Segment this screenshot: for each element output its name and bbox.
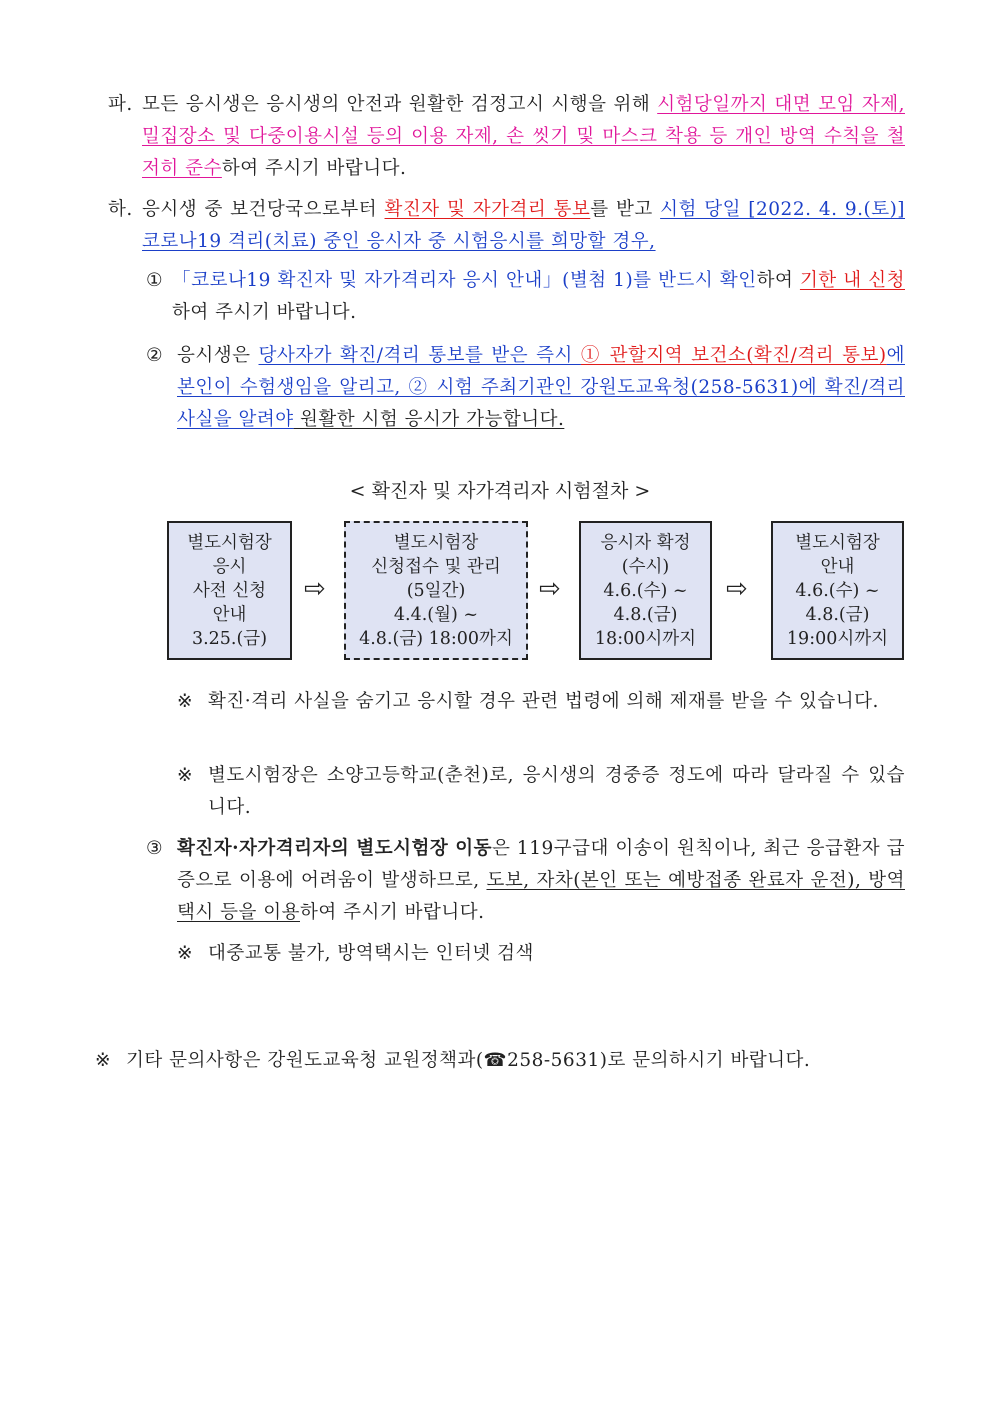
item-2-text-1: 응시생은 <box>177 345 259 366</box>
step-1-line: 응시 <box>212 556 247 577</box>
note-3-mark: ※ <box>177 943 194 964</box>
item-ha-highlight-blue: 시험 당일 [2022. 4. 9.(토)] 코로나19 격리(치료) 중인 응시자 중 시험응시를 희망할 경우, <box>142 199 906 252</box>
step-2-line: 별도시험장 <box>393 532 479 553</box>
step-4-line: 안내 <box>820 556 855 577</box>
step-3-line: 응시자 확정 <box>600 532 691 553</box>
arrow-icon: ⇨ <box>726 574 748 604</box>
arrow-icon: ⇨ <box>539 574 561 604</box>
procedure-step-2 <box>344 521 528 660</box>
item-1-highlight-blue: 「코로나19 확진자 및 자가격리자 응시 안내」(별첨 1)를 반드시 확인 <box>172 270 757 291</box>
item-1-text <box>172 265 905 329</box>
item-2-highlight-red: ① 관할지역 보건소(확진/격리 통보) <box>580 345 887 366</box>
item-2-highlight-blue: 당사자가 확진/격리 통보를 받은 즉시 <box>258 345 581 366</box>
step-1-line: 별도시험장 <box>187 532 272 553</box>
item-ha-highlight-red: 확진자 및 자가격리 통보 <box>384 199 591 220</box>
procedure-step-3 <box>579 521 712 660</box>
item-1-marker: ① <box>146 270 164 291</box>
step-3-line: (수시) <box>621 556 670 577</box>
item-pa-text <box>142 89 905 185</box>
phone-icon: ☎ <box>483 1050 508 1071</box>
step-4-line: 19:00시까지 <box>786 628 889 649</box>
step-2-line: (5일간) <box>406 580 466 601</box>
step-4-line: 4.6.(수) ~ <box>795 580 880 601</box>
arrow-icon: ⇨ <box>304 574 326 604</box>
item-2-text-5: 원활한 시험 응시가 가능합니다. <box>293 409 565 430</box>
item-pa-text-3: 하여 주시기 바랍니다. <box>221 158 407 179</box>
note-2-text: 별도시험장은 소양고등학교(춘천)로, 응시생의 경중증 정도에 따라 달라질 수 있습니다. <box>208 765 905 818</box>
item-3-underline: 도보, 자차(본인 또는 예방접종 완료자 운전), 방역택시 등을 이용 <box>177 870 905 923</box>
item-1-highlight-red: 기한 내 신청 <box>799 270 905 291</box>
step-4-line: 4.8.(금) <box>805 604 870 625</box>
procedure-step-4 <box>771 521 904 660</box>
step-2-line: 4.8.(금) 18:00까지 <box>359 628 513 649</box>
item-pa-text-1: 모든 응시생은 응시생의 안전과 원활한 검정고시 시행을 위해 <box>142 94 658 115</box>
item-3-bold: 확진자·자가격리자의 별도시험장 이동 <box>177 838 493 859</box>
item-3-text <box>177 833 905 929</box>
step-1-line: 사전 신청 <box>192 580 267 601</box>
note-1-text: 확진·격리 사실을 숨기고 응시할 경우 관련 법령에 의해 제재를 받을 수 있습니다. <box>208 691 879 712</box>
item-pa-highlight: 시험당일까지 대면 모임 자제, 밀집장소 및 다중이용시설 등의 이용 자제, 손 씻기 및 마스크 착용 등 개인 방역 수칙을 철저히 준수 <box>142 94 905 179</box>
item-ha-text-1: 응시생 중 보건당국으로부터 <box>142 199 385 220</box>
item-1-text-2: 하여 <box>756 270 800 291</box>
procedure-step-1 <box>167 521 292 660</box>
item-2-highlight-blue-2: 에 본인이 수험생임을 알리고, ② 시험 주최기관인 강원도교육청(258-5631)에 확진/격리 사실을 알려야 <box>177 345 905 430</box>
item-ha-text <box>142 194 905 258</box>
note-3-text: 대중교통 불가, 방역택시는 인터넷 검색 <box>208 943 534 964</box>
item-2-text <box>177 340 905 436</box>
note-2-mark: ※ <box>177 765 194 786</box>
item-3-text-2: 은 119구급대 이송이 원칙이나, 최근 응급환자 급증으로 이용에 어려움이 발생하므로, <box>177 838 905 891</box>
step-2-line: 신청접수 및 관리 <box>371 556 501 577</box>
item-1-text-4: 하여 주시기 바랍니다. <box>172 302 357 323</box>
item-2-marker: ② <box>146 345 164 366</box>
footer-mark: ※ <box>95 1050 112 1071</box>
item-3-marker: ③ <box>146 838 164 859</box>
procedure-title: < 확진자 및 자가격리자 시험절차 > <box>349 480 651 502</box>
step-4-line: 별도시험장 <box>795 532 880 553</box>
item-ha-marker: 하. <box>108 199 133 220</box>
step-3-line: 18:00시까지 <box>594 628 697 649</box>
step-2-line: 4.4.(월) ~ <box>393 604 479 625</box>
footer-text-2: 258-5631)로 문의하시기 바랍니다. <box>507 1050 811 1071</box>
item-ha-text-3: 를 받고 <box>590 199 661 220</box>
item-pa-marker: 파. <box>108 94 133 115</box>
footer-text <box>126 1045 810 1077</box>
item-3-text-4: 하여 주시기 바랍니다. <box>300 902 485 923</box>
step-1-line: 3.25.(금) <box>191 628 268 649</box>
footer-text-1: 기타 문의사항은 강원도교육청 교원정책과( <box>126 1050 484 1071</box>
step-3-line: 4.6.(수) ~ <box>603 580 688 601</box>
note-1-mark: ※ <box>177 691 194 712</box>
step-1-line: 안내 <box>212 604 247 625</box>
step-3-line: 4.8.(금) <box>613 604 678 625</box>
